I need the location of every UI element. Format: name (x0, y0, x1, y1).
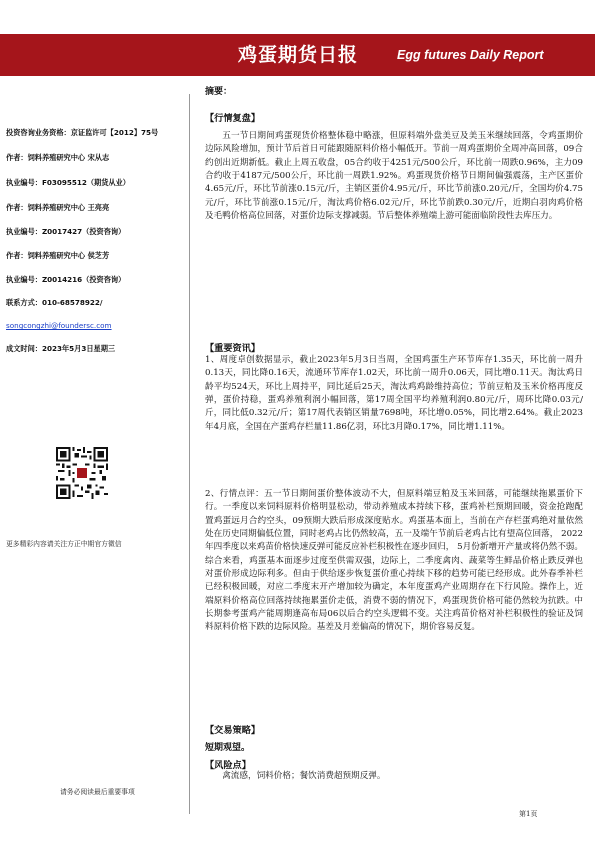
author-2: 作者：饲料养殖研究中心 王亮亮 (6, 203, 110, 212)
strategy-heading: 【交易策略】 (205, 725, 261, 736)
news-heading: 【重要资讯】 (205, 343, 261, 354)
market-review-heading: 【行情复盘】 (205, 113, 261, 124)
disclaimer-note: 请务必阅读最后重要事项 (60, 788, 135, 796)
cert-2: 执业编号：Z0017427（投资咨询） (6, 227, 126, 236)
qr-caption: 更多精彩内容请关注方正中期官方微信 (6, 540, 122, 548)
strategy-text: 短期观望。 (205, 743, 251, 753)
market-review-text: 五一节日期间鸡蛋现货价格整体稳中略涨，但原料端外盘美豆及美玉米继续回落，令鸡蛋期价边际风险增加，预计节后首日可能跟随原料价格小幅低开。节前一周鸡蛋期价全周冲高回落，09合约创出近期新低。截止上周五收盘，05合约收于4251元/500公斤，环比前一周跌0.96%，主力09合约收于4187元/500公斤，环比前一周跌1.92%。鸡蛋现货价格节日期间偏强震荡，主产区蛋价4.65元/斤，环比节前涨0.15元/斤，主销区蛋价4.95元/斤，环比节前涨0.20元/斤，全国均价4.75元/斤，环比节前涨0.15元/斤，淘汰鸡价格6.02元/斤，环比节前跌0.30元/斤，近期白羽肉鸡价格及毛鸭价格高位回落，对蛋价边际支撑减弱。节后整体养殖端上游可能面临阶段性去库压力。 (205, 131, 583, 222)
author-1: 作者：饲料养殖研究中心 宋从志 (6, 153, 110, 162)
qualification: 投资咨询业务资格：京证监许可【2012】75号 (6, 128, 159, 137)
written-date: 成文时间：2023年5月3日星期三 (6, 344, 116, 353)
risk-heading: 【风险点】 (205, 760, 251, 771)
column-divider (189, 94, 190, 814)
news-text: 1、周度卓创数据显示，截止2023年5月3日当周，全国鸡蛋生产环节库存1.35天，环比前一周升0.13天，同比降0.16天，流通环节库存1.02天，环比前一周升0.06天，同比增0.11天。淘汰鸡日龄平均524天，环比上周持平，同比延后25天，淘汰鸡鸡龄维持高位；节前豆粕及玉米价格再度反弹，蛋价持稳，蛋鸡养殖利润小幅回落，第17周全国平均养殖利润0.80元/斤，周环比降0.03元/斤，同比低0.32元/斤；第17周代表销区销量7698吨，环比增0.05%，同比增2.64%。截止2023年4月底，全国在产蛋鸡存栏量11.86亿羽，环比3月降0.17%，同比增1.11%。 (205, 355, 583, 432)
risk-text: 禽流感，饲料价格；餐饮消费超预期反弹。 (222, 771, 386, 781)
contact-phone: 联系方式：010-68578922/ (6, 298, 103, 307)
abstract-heading: 摘要： (205, 87, 233, 97)
page-number: 第1页 (519, 810, 538, 818)
cert-3: 执业编号：Z0014216（投资咨询） (6, 275, 126, 284)
report-title: 鸡蛋期货日报 (238, 44, 359, 66)
cert-1: 执业编号：F03095512（期货从业） (6, 178, 130, 187)
author-3: 作者：饲料养殖研究中心 侯芝芳 (6, 251, 110, 260)
review-text: 2、行情点评：五一节日期间蛋价整体波动不大，但原料端豆粕及玉米回落，可能继续拖累蛋价下行。一季度以来饲料原料价格明显松动，带动养殖成本持续下移，蛋鸡补栏预期回暖，资金抢跑配置鸡蛋远月合约空头，09预期大跌后形成深度贴水。鸡蛋基本面上，当前在产存栏蛋鸡绝对量依然处在历史同期偏低位置，同时老鸡占比仍然较高，五一及端午节前后老鸡占比有望高位回落， 2022年四季度以来鸡苗价格快速反弹可能反应补栏积极性在逐步回归， 5月份新增开产量或将仍然不弱。综合来看，鸡蛋基本面逐步过度至供需双强，边际上，二季度禽肉、蔬菜等生鲜品价格止跌反弹也对蛋价形成边际利多。但由于供给逐步恢复蛋价重心持续下移的趋势可能已经形成。此外春季补栏已经积极回暖，对应二季度末开产增加较为确定，本年度蛋鸡产业周期存在下行风险。操作上，近端原料价格高位回落持续拖累蛋价走低，消费不弱的情况下，鸡蛋现货价格可能仍然较为抗跌。中长期参考蛋鸡产能周期逢高布局06以后合约空头逻辑不变。关注鸡苗价格对补栏积极性的验证及饲料原料价格下跌的边际风险。基差及月差偏高的情况下，期价容易反复。 (205, 489, 583, 633)
contact-email-link[interactable]: songcongzhi@foundersc.com (6, 321, 112, 330)
report-subtitle: Egg futures Daily Report (397, 48, 544, 62)
wechat-qr-code (56, 447, 108, 499)
